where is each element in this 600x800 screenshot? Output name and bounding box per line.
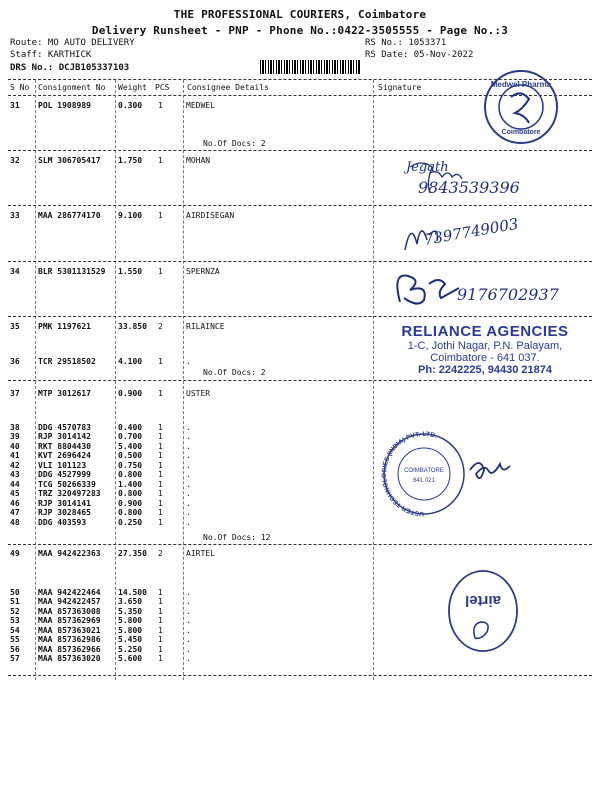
signature-mohan-phone: 9843539396 — [418, 178, 520, 197]
cell-pcs: 1 — [158, 267, 163, 276]
cell-sno: 55 — [10, 635, 20, 644]
cell-sno: 51 — [10, 597, 20, 606]
reliance-name: RELIANCE AGENCIES — [401, 323, 569, 340]
consignee-name: AIRDISEGAN — [186, 211, 235, 220]
cell-consignee-dot: . — [186, 607, 191, 616]
cell-consignee-dot: . — [186, 442, 191, 451]
cell-consignee-dot: . — [186, 451, 191, 460]
cell-sno: 42 — [10, 461, 20, 470]
col-pcs: PCS — [155, 83, 170, 92]
cell-cn: POL 1908989 — [38, 101, 91, 110]
cell-consignee-dot: . — [186, 499, 191, 508]
cell-cn: TRZ 320497283 — [38, 489, 101, 498]
reliance-stamp — [380, 323, 590, 376]
cell-cn: SLM 306705417 — [38, 156, 101, 165]
cell-consignee-dot: . — [186, 461, 191, 470]
uster-stamp-ring: USTER TECHNOLOGIES (INDIA) PVT. LTD. — [380, 430, 438, 518]
cell-pcs: 1 — [158, 442, 163, 451]
cell-cn: VLI 101123 — [38, 461, 87, 470]
consignee-name: USTER — [186, 389, 211, 398]
cell-pcs: 1 — [158, 156, 163, 165]
cell-sno: 39 — [10, 432, 20, 441]
cell-cn: RJP 3014142 — [38, 432, 91, 441]
cell-pcs: 2 — [158, 549, 163, 558]
signature-mohan — [400, 153, 570, 201]
cell-wt: 1.400 — [118, 480, 143, 489]
group-divider — [8, 316, 592, 317]
cell-cn: DDG 4570783 — [38, 423, 91, 432]
medwel-seal — [486, 72, 556, 142]
docs-count: No.Of Docs: 2 — [203, 368, 266, 377]
cell-pcs: 1 — [158, 389, 163, 398]
cell-consignee-dot: . — [186, 588, 191, 597]
cell-wt: 3.650 — [118, 597, 143, 606]
cell-wt: 0.500 — [118, 451, 143, 460]
company-title: THE PROFESSIONAL COURIERS, Coimbatore — [173, 8, 427, 21]
cell-wt: 33.850 — [118, 322, 147, 331]
medwel-stamp-city: Coimbatore — [501, 129, 541, 136]
cell-consignee-dot: . — [186, 635, 191, 644]
reliance-address-2: Coimbatore - 641 037. — [430, 352, 540, 364]
barcode — [260, 60, 360, 74]
cell-cn: PMK 1197621 — [38, 322, 91, 331]
cell-wt: 5.800 — [118, 616, 143, 625]
cell-pcs: 1 — [158, 508, 163, 517]
cell-pcs: 1 — [158, 461, 163, 470]
cell-pcs: 2 — [158, 322, 163, 331]
cell-sno: 34 — [10, 267, 20, 276]
cell-pcs: 1 — [158, 645, 163, 654]
cell-cn: MAA 857363020 — [38, 654, 101, 663]
cell-cn: MAA 942422457 — [38, 597, 101, 606]
cell-pcs: 1 — [158, 597, 163, 606]
cell-cn: MAA 942422464 — [38, 588, 101, 597]
svg-text:USTER TECHNOLOGIES (INDIA) PVT — [381, 431, 438, 517]
cell-pcs: 1 — [158, 101, 163, 110]
cell-wt: 5.350 — [118, 607, 143, 616]
cell-sno: 40 — [10, 442, 20, 451]
cell-wt: 4.100 — [118, 357, 143, 366]
cell-wt: 27.350 — [118, 549, 147, 558]
cell-pcs: 1 — [158, 654, 163, 663]
cell-consignee-dot: . — [186, 508, 191, 517]
cell-cn: MAA 857362966 — [38, 645, 101, 654]
signature-spernza-phone: 9176702937 — [457, 285, 559, 304]
cell-pcs: 1 — [158, 211, 163, 220]
airtel-stamp — [445, 568, 521, 654]
cell-pcs: 1 — [158, 489, 163, 498]
cell-consignee-dot: . — [186, 654, 191, 663]
cell-wt: 5.400 — [118, 442, 143, 451]
cell-sno: 33 — [10, 211, 20, 220]
consignee-name: MOHAN — [186, 156, 211, 165]
group-divider — [8, 150, 592, 151]
cell-pcs: 1 — [158, 432, 163, 441]
cell-sno: 45 — [10, 489, 20, 498]
cell-wt: 0.800 — [118, 489, 143, 498]
cell-cn: RJP 3014141 — [38, 499, 91, 508]
medwel-stamp — [484, 70, 558, 144]
cell-wt: 5.250 — [118, 645, 143, 654]
cell-wt: 0.900 — [118, 389, 143, 398]
cell-cn: RKT 8804430 — [38, 442, 91, 451]
cell-cn: TCR 29518502 — [38, 357, 96, 366]
col-sno: S No — [10, 83, 30, 92]
staff-label: Staff: KARTHICK — [10, 50, 92, 60]
cell-consignee-dot: . — [186, 357, 191, 366]
signature-airdisegan — [395, 205, 555, 260]
cell-consignee-dot: . — [186, 597, 191, 606]
cell-sno: 36 — [10, 357, 20, 366]
uster-stamp — [378, 428, 518, 520]
cell-pcs: 1 — [158, 635, 163, 644]
cell-sno: 53 — [10, 616, 20, 625]
group-divider — [8, 380, 592, 381]
cell-cn: MAA 857362969 — [38, 616, 101, 625]
cell-cn: DDG 403593 — [38, 518, 87, 527]
signature-mohan-name: Jegath — [406, 160, 449, 175]
cell-cn: MAA 286774170 — [38, 211, 101, 220]
uster-stamp-city: COIMBATORE — [404, 468, 444, 474]
col-consignee: Consignee Details — [187, 83, 269, 92]
rs-no-label: RS No.: 1053371 — [365, 38, 447, 48]
cell-cn: BLR 5301131529 — [38, 267, 106, 276]
cell-pcs: 1 — [158, 607, 163, 616]
medwel-stamp-name: Medwel Pharma — [490, 80, 552, 89]
cell-sno: 43 — [10, 470, 20, 479]
cell-wt: 5.800 — [118, 626, 143, 635]
reliance-phone: Ph: 2242225, 94430 21874 — [418, 364, 552, 376]
cell-sno: 54 — [10, 626, 20, 635]
col-weight: Weight — [118, 83, 147, 92]
cell-wt: 0.300 — [118, 101, 143, 110]
cell-cn: TCG 50266339 — [38, 480, 96, 489]
cell-cn: DDG 4527999 — [38, 470, 91, 479]
consignee-name: MEDWEL — [186, 101, 215, 110]
cell-consignee-dot: . — [186, 489, 191, 498]
consignee-name: SPERNZA — [186, 267, 220, 276]
consignee-name: RILAINCE — [186, 322, 225, 331]
cell-pcs: 1 — [158, 480, 163, 489]
drs-label: DRS No.: DCJB105337103 — [10, 63, 130, 73]
cell-cn: KVT 2696424 — [38, 451, 91, 460]
cell-sno: 57 — [10, 654, 20, 663]
runsheet-subtitle: Delivery Runsheet - PNP - Phone No.:0422-3505555 - Page No.:3 — [91, 24, 509, 37]
col-consignment: Consignment No — [38, 83, 106, 92]
col-signature: Signature — [378, 83, 422, 92]
cell-wt: 9.100 — [118, 211, 143, 220]
cell-sno: 31 — [10, 101, 20, 110]
cell-wt: 0.800 — [118, 470, 143, 479]
cell-consignee-dot: . — [186, 423, 191, 432]
cell-cn: MAA 857363008 — [38, 607, 101, 616]
group-divider — [8, 544, 592, 545]
cell-wt: 0.900 — [118, 499, 143, 508]
cell-cn: MAA 942422363 — [38, 549, 101, 558]
signature-airdisegan-phone: 7397749003 — [422, 214, 520, 249]
cell-pcs: 1 — [158, 470, 163, 479]
cell-sno: 38 — [10, 423, 20, 432]
rs-date-label: RS Date: 05-Nov-2022 — [365, 50, 474, 60]
cell-sno: 48 — [10, 518, 20, 527]
cell-wt: 0.250 — [118, 518, 143, 527]
cell-wt: 0.800 — [118, 508, 143, 517]
cell-consignee-dot: . — [186, 616, 191, 625]
cell-wt: 0.700 — [118, 432, 143, 441]
docs-count: No.Of Docs: 2 — [203, 139, 266, 148]
cell-sno: 44 — [10, 480, 20, 489]
cell-pcs: 1 — [158, 588, 163, 597]
cell-pcs: 1 — [158, 423, 163, 432]
cell-sno: 32 — [10, 156, 20, 165]
cell-sno: 37 — [10, 389, 20, 398]
cell-pcs: 1 — [158, 616, 163, 625]
cell-consignee-dot: . — [186, 645, 191, 654]
consignee-name: AIRTEL — [186, 549, 215, 558]
docs-count: No.Of Docs: 12 — [203, 533, 271, 542]
cell-wt: 14.500 — [118, 588, 147, 597]
cell-wt: 0.750 — [118, 461, 143, 470]
cell-consignee-dot: . — [186, 626, 191, 635]
cell-wt: 5.600 — [118, 654, 143, 663]
cell-wt: 0.400 — [118, 423, 143, 432]
cell-pcs: 1 — [158, 518, 163, 527]
signature-spernza — [385, 262, 585, 312]
cell-sno: 52 — [10, 607, 20, 616]
cell-cn: MTP 3012617 — [38, 389, 91, 398]
cell-sno: 35 — [10, 322, 20, 331]
cell-sno: 50 — [10, 588, 20, 597]
cell-wt: 1.750 — [118, 156, 143, 165]
cell-sno: 56 — [10, 645, 20, 654]
cell-wt: 5.450 — [118, 635, 143, 644]
cell-consignee-dot: . — [186, 518, 191, 527]
cell-sno: 41 — [10, 451, 20, 460]
cell-sno: 46 — [10, 499, 20, 508]
cell-pcs: 1 — [158, 357, 163, 366]
uster-stamp-pin: 641 021 — [413, 478, 435, 484]
reliance-address-1: 1-C, Jothi Nagar, P.N. Palayam, — [407, 340, 563, 352]
group-divider — [8, 675, 592, 676]
cell-cn: MAA 857362986 — [38, 635, 101, 644]
cell-consignee-dot: . — [186, 470, 191, 479]
cell-consignee-dot: . — [186, 480, 191, 489]
cell-consignee-dot: . — [186, 432, 191, 441]
cell-pcs: 1 — [158, 626, 163, 635]
route-label: Route: MO AUTO DELIVERY — [10, 38, 135, 48]
cell-sno: 47 — [10, 508, 20, 517]
cell-cn: RJP 3028465 — [38, 508, 91, 517]
cell-pcs: 1 — [158, 451, 163, 460]
airtel-stamp-text: airtel — [465, 592, 501, 609]
cell-cn: MAA 857363021 — [38, 626, 101, 635]
cell-sno: 49 — [10, 549, 20, 558]
cell-pcs: 1 — [158, 499, 163, 508]
cell-wt: 1.550 — [118, 267, 143, 276]
